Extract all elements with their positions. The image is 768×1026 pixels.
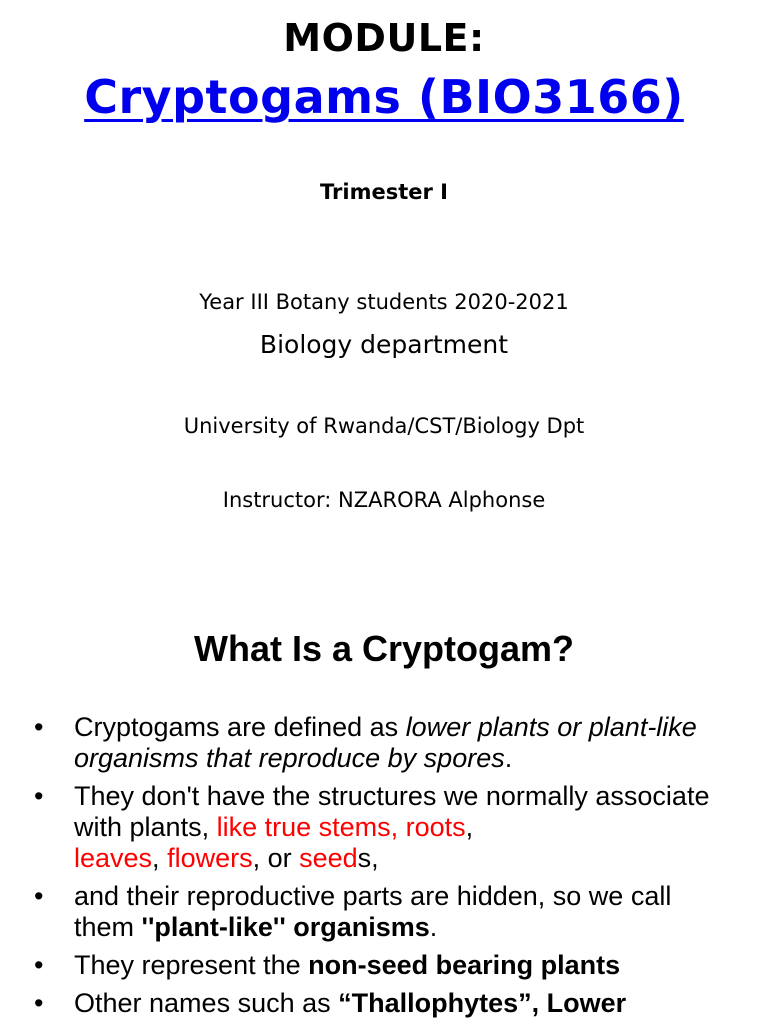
instructor-text: Instructor: NZARORA Alphonse xyxy=(222,488,546,512)
trimester-label: Trimester I xyxy=(320,180,448,204)
bullet-item xyxy=(34,712,734,774)
bullet-text: , xyxy=(152,843,168,873)
audience-text: Year III Botany students 2020-2021 xyxy=(199,290,569,314)
bullet-text: They represent the xyxy=(74,950,309,980)
bullet-italic-text: lower plants or plant-like organisms that reproduce by spores xyxy=(74,712,697,773)
bullet-bold-text: “Thallophytes”, Lower xyxy=(338,988,627,1018)
bullet-list xyxy=(34,712,734,1026)
bullet-item xyxy=(34,781,734,874)
course-title-link[interactable]: Cryptogams (BIO3166) xyxy=(84,70,684,124)
highlight-text: seed xyxy=(299,843,358,873)
highlight-text: like true stems, roots xyxy=(216,812,466,842)
bullet-text: Cryptogams are defined as xyxy=(74,712,406,742)
bullet-text: . xyxy=(429,912,438,942)
bullet-text: . xyxy=(504,743,513,773)
bullet-text: , or xyxy=(252,843,300,873)
university-text: University of Rwanda/CST/Biology Dpt xyxy=(183,414,585,438)
bullet-item xyxy=(34,988,734,1019)
department-text: Biology department xyxy=(259,330,509,359)
highlight-text: flowers xyxy=(167,843,253,873)
bullet-bold-text: non-seed bearing plants xyxy=(308,950,621,980)
module-label: MODULE: xyxy=(283,16,485,60)
bullet-bold-text: ''plant-like'' organisms xyxy=(141,912,430,942)
bullet-text: s, xyxy=(357,843,379,873)
bullet-item xyxy=(34,881,734,943)
bullet-text: Other names such as xyxy=(74,988,339,1018)
bullet-text: They don't have the structures we normally associate with plants, xyxy=(74,781,710,842)
bullet-text: , xyxy=(465,812,474,842)
bullet-text: and their reproductive parts are hidden, so we call them xyxy=(74,881,672,942)
highlight-text: leaves xyxy=(74,843,153,873)
section-title: What Is a Cryptogam? xyxy=(193,628,575,669)
bullet-item xyxy=(34,950,734,981)
